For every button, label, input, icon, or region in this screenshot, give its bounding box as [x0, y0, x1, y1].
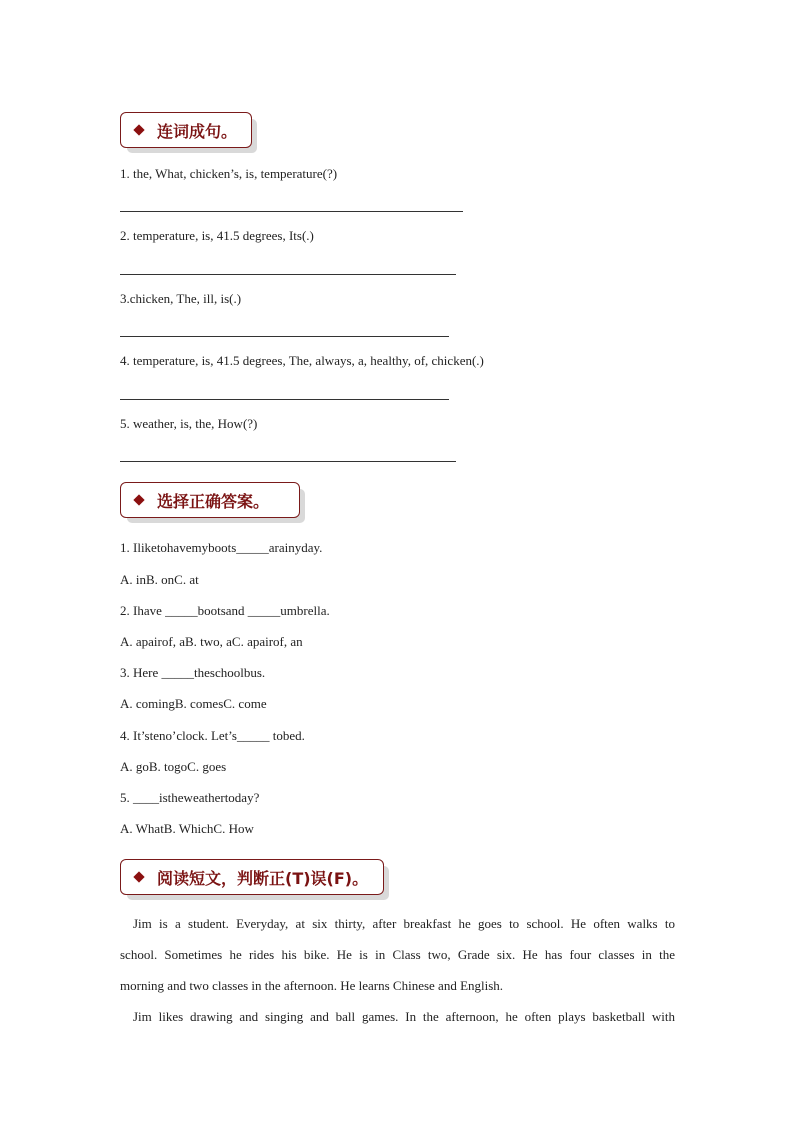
- passage-line: school. Sometimes he rides his bike. He is in Class two, Grade six. He has four classes in the: [120, 947, 675, 962]
- answer-line-3[interactable]: [120, 336, 449, 337]
- mc-options-3: A. comingB. comesC. come: [120, 696, 267, 711]
- mc-question-5: 5. ____istheweathertoday?: [120, 790, 260, 805]
- passage-line: Jim is a student. Everyday, at six thirty, after breakfast he goes to school. He often walks to: [133, 916, 675, 931]
- mc-options-1: A. inB. onC. at: [120, 572, 199, 587]
- mc-question-1: 1. Iliketohavemyboots_____arainyday.: [120, 540, 323, 555]
- question-5-words: 5. weather, is, the, How(?): [120, 416, 258, 431]
- passage-line: morning and two classes in the afternoon. He learns Chinese and English.: [120, 978, 504, 993]
- answer-line-2[interactable]: [120, 274, 456, 275]
- question-2-words: 2. temperature, is, 41.5 degrees, Its(.): [120, 228, 314, 243]
- reading-passage: [120, 908, 675, 1032]
- diamond-bullet-icon: [133, 124, 144, 135]
- section-header-reading-true-false: [120, 859, 384, 895]
- section-title: 连词成句。: [157, 121, 238, 141]
- mc-options-5: A. WhatB. WhichC. How: [120, 821, 254, 836]
- diamond-bullet-icon: [133, 494, 144, 505]
- answer-line-1[interactable]: [120, 211, 463, 212]
- question-1-words: 1. the, What, chicken’s, is, temperature(?): [120, 166, 338, 181]
- answer-line-5[interactable]: [120, 461, 456, 462]
- question-4-words: 4. temperature, is, 41.5 degrees, The, always, a, healthy, of, chicken(.): [120, 353, 484, 368]
- section-header-sentence-building: [120, 112, 252, 148]
- mc-question-4: 4. It’steno’clock. Let’s_____ tobed.: [120, 728, 305, 743]
- answer-line-4[interactable]: [120, 399, 449, 400]
- question-3-words: 3.chicken, The, ill, is(.): [120, 291, 242, 306]
- diamond-bullet-icon: [133, 871, 144, 882]
- mc-question-2: 2. Ihave _____bootsand _____umbrella.: [120, 603, 330, 618]
- mc-question-3: 3. Here _____theschoolbus.: [120, 665, 266, 680]
- mc-options-2: A. apairof, aB. two, aC. apairof, an: [120, 634, 303, 649]
- mc-options-4: A. goB. togoC. goes: [120, 759, 227, 774]
- section-title: 阅读短文，判断正(T)误(F)。: [157, 868, 369, 888]
- passage-line: Jim likes drawing and singing and ball games. In the afternoon, he often plays basketball with: [133, 1009, 675, 1024]
- section-title: 选择正确答案。: [157, 491, 270, 511]
- section-header-multiple-choice: [120, 482, 300, 518]
